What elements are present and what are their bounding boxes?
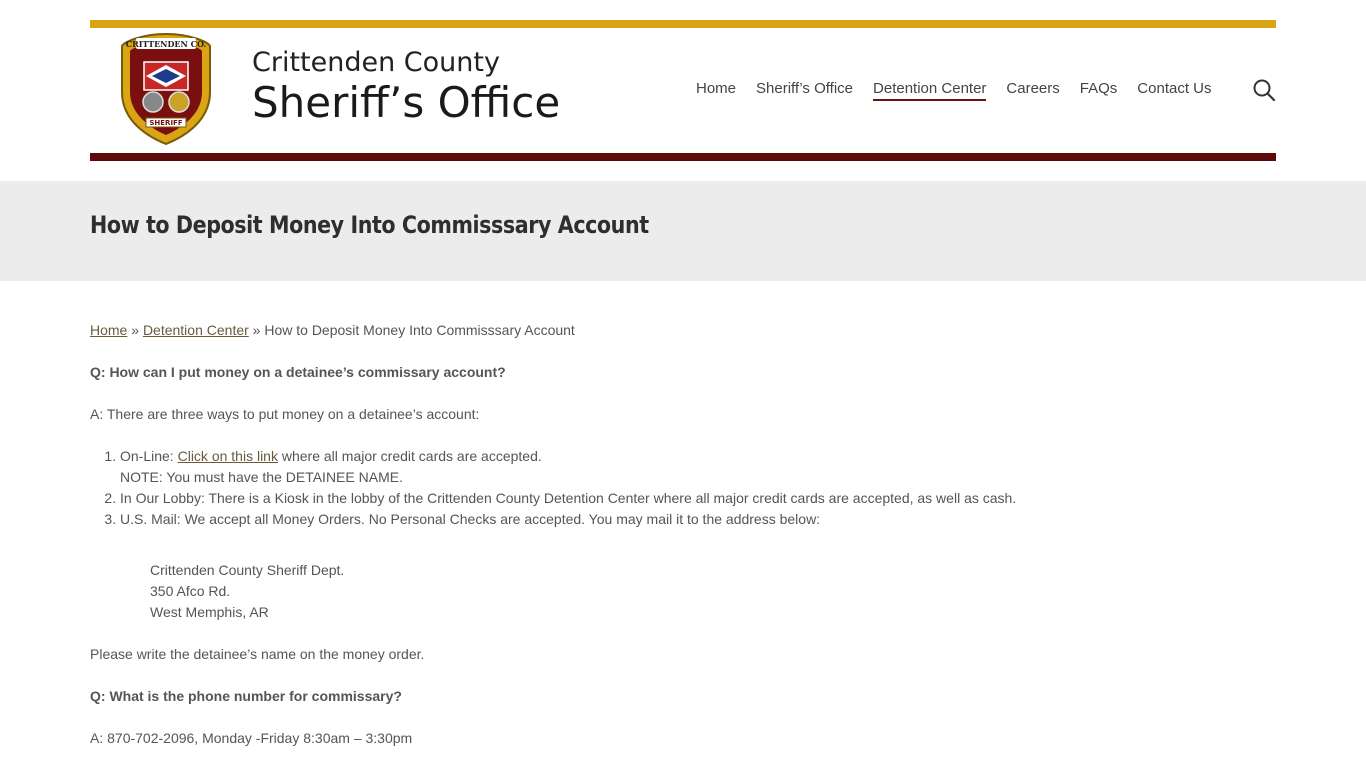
online-note: NOTE: You must have the DETAINEE NAME. bbox=[120, 469, 403, 485]
logo-line-2: Sheriff’s Office bbox=[252, 78, 561, 127]
search-icon bbox=[1252, 78, 1276, 102]
badge-top-text: CRITTENDEN CO. bbox=[125, 39, 207, 49]
faq-answer-2: A: 870-702-2096, Monday -Friday 8:30am – 3:30pm bbox=[90, 730, 413, 746]
breadcrumb-separator: » bbox=[127, 322, 143, 338]
address-line-2: 350 Afco Rd. bbox=[150, 583, 231, 599]
nav-detention-center[interactable]: Detention Center bbox=[873, 80, 986, 101]
page-title: How to Deposit Money Into Commisssary Account bbox=[90, 211, 649, 239]
breadcrumb-detention-center-link[interactable]: Detention Center bbox=[142, 322, 249, 338]
list-item-online bbox=[120, 446, 1276, 488]
address-line-1: Crittenden County Sheriff Dept. bbox=[150, 562, 345, 578]
nav-home[interactable]: Home bbox=[696, 80, 737, 97]
deposit-methods-list bbox=[90, 446, 1276, 530]
faq-answer-1-intro: A: There are three ways to put money on a detainee’s account: bbox=[90, 406, 480, 422]
money-order-note: Please write the detainee’s name on the money order. bbox=[90, 646, 425, 662]
breadcrumb-current: How to Deposit Money Into Commisssary Account bbox=[264, 322, 575, 338]
search-button[interactable] bbox=[1252, 78, 1276, 102]
address-line-3: West Memphis, AR bbox=[150, 604, 269, 620]
breadcrumb-home-link[interactable]: Home bbox=[90, 322, 128, 338]
header-maroon-bar bbox=[90, 153, 1276, 161]
nav-faqs[interactable]: FAQs bbox=[1079, 80, 1118, 97]
online-suffix: where all major credit cards are accepted. bbox=[277, 448, 542, 464]
site-logo[interactable] bbox=[120, 32, 561, 147]
sheriff-badge-icon bbox=[120, 32, 212, 146]
page-title-band bbox=[0, 181, 1366, 281]
badge-bottom-text: SHERIFF bbox=[149, 119, 183, 127]
main-nav bbox=[696, 80, 1232, 101]
online-payment-link[interactable]: Click on this link bbox=[177, 448, 278, 464]
faq-question-1: Q: How can I put money on a detainee’s commissary account? bbox=[90, 364, 506, 380]
site-header bbox=[90, 0, 1276, 181]
nav-contact-us[interactable]: Contact Us bbox=[1137, 80, 1212, 97]
mailing-address bbox=[150, 560, 1276, 623]
breadcrumb bbox=[90, 320, 1276, 341]
main-content bbox=[90, 320, 1276, 770]
logo-line-1: Crittenden County bbox=[252, 47, 500, 78]
list-item-lobby: 2. In Our Lobby: There is a Kiosk in the lobby of the Crittenden County Detention Center where all major credit cards are accepted, as well as cash. bbox=[120, 488, 1276, 509]
nav-careers[interactable]: Careers bbox=[1006, 80, 1060, 97]
list-item-mail: 3. U.S. Mail: We accept all Money Orders. No Personal Checks are accepted. You may mail it to the address below: bbox=[120, 509, 1276, 530]
faq-question-2: Q: What is the phone number for commissary? bbox=[90, 688, 402, 704]
online-prefix: On-Line: bbox=[120, 448, 178, 464]
breadcrumb-separator: » bbox=[248, 322, 265, 338]
nav-sheriffs-office[interactable]: Sheriff’s Office bbox=[756, 80, 854, 97]
